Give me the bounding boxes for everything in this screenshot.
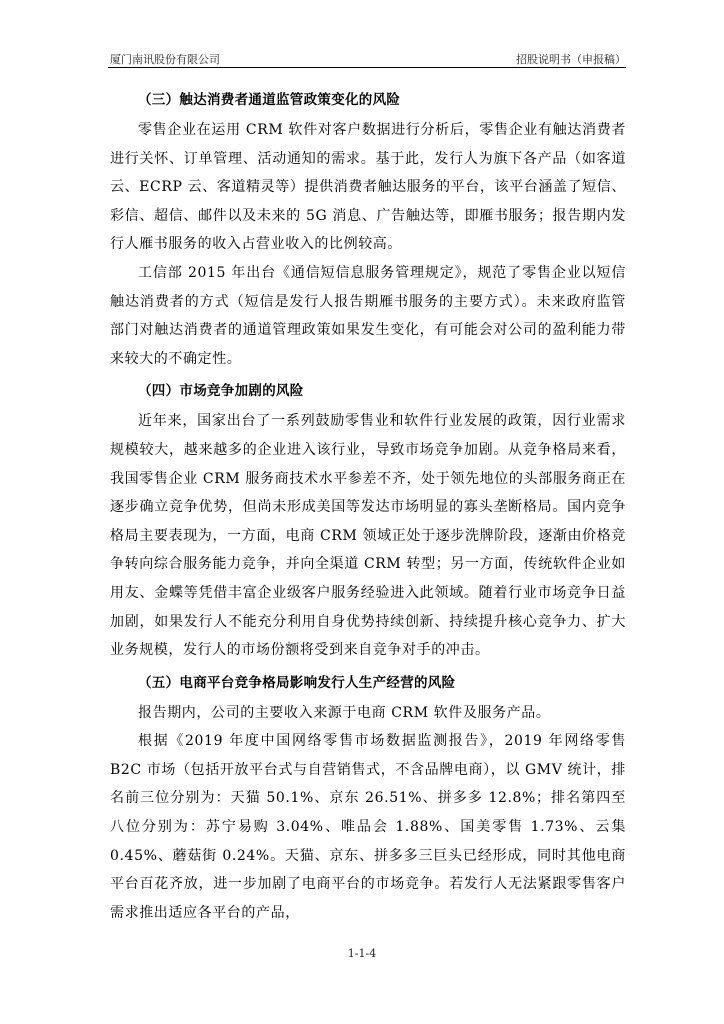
section-5 [110, 667, 626, 928]
paragraph: 零售企业在运用 CRM 软件对客户数据进行分析后，零售企业有触达消费者进行关怀、订单管理、活动通知的需求。基于此，发行人为旗下各产品（如客道云、ECRP 云、客道精灵等）提供消费者触达服务的平台，该平台涵盖了短信、彩信、超信、邮件以及未来的 5G 消息、广告触达等，即雁书服务；报告期内发行人雁书服务的收入占营业收入的比例较高。 [110, 122, 626, 253]
page-number: 1-1-4 [347, 947, 377, 960]
page-header [108, 48, 626, 68]
paragraph: 报告期内，公司的主要收入来源于电商 CRM 软件及服务产品。 [138, 704, 551, 721]
paragraph: 工信部 2015 年出台《通信短信息服务管理规定》，规范了零售企业以短信触达消费者的方式（短信是发行人报告期雁书服务的主要方式）。未来政府监管部门对触达消费者的通道管理政策如果发生变化，有可能会对公司的盈利能力带来较大的不确定性。 [110, 264, 626, 367]
section-4 [110, 375, 626, 664]
section-heading: （五）电商平台竞争格局影响发行人生产经营的风险 [138, 674, 456, 691]
document-body [110, 84, 626, 927]
document-title: 招股说明书（申报稿） [516, 53, 626, 66]
section-heading: （三）触达消费者通道监管政策变化的风险 [138, 92, 401, 108]
section-heading: （四）市场竞争加剧的风险 [138, 383, 304, 400]
header-rule [108, 67, 626, 68]
paragraph: 近年来，国家出台了一系列鼓励零售业和软件行业发展的政策，因行业需求规模较大，越来越多的企业进入该行业，导致市场竞争加剧。从竞争格局来看，我国零售企业 CRM 服务商技术水平参差不齐，处于领先地位的头部服务商正在逐步确立竞争优势，但尚未形成美国等发达市场明显的寡头垄断格局。国内竞争格局主要表现为，一方面，电商 CRM 领域正处于逐步洗牌阶段，逐渐由价格竞争转向综合服务能力竞争，并向全渠道 CRM 转型；另一方面，传统软件企业如用友、金蝶等凭借丰富企业级客户服务经验进入此领域。随着行业市场竞争日益加剧，如果发行人不能充分利用自身优势持续创新、持续提升核心竞争力、扩大业务规模，发行人的市场份额将受到来自竞争对手的冲击。 [110, 413, 626, 659]
paragraph: 根据《2019 年度中国网络零售市场数据监测报告》，2019 年网络零售 B2C 市场（包括开放平台式与自营销售式，不含品牌电商），以 GMV 统计，排名前三位分别为：天猫 50.1%、京东 26.51%、拼多多 12.8%；排名第四至八位分别为：苏宁易购 3.04%、唯品会 1.88%、国美零售 1.73%、云集 0.45%、蘑菇街 0.24%。天猫、京东、拼多多三巨头已经形成，同时其他电商平台百花齐放，进一步加剧了电商平台的市场竞争。若发行人无法紧跟零售客户需求推出适应各平台的产品， [110, 733, 626, 921]
company-name: 厦门南讯股份有限公司 [110, 53, 220, 66]
section-3 [110, 84, 626, 373]
